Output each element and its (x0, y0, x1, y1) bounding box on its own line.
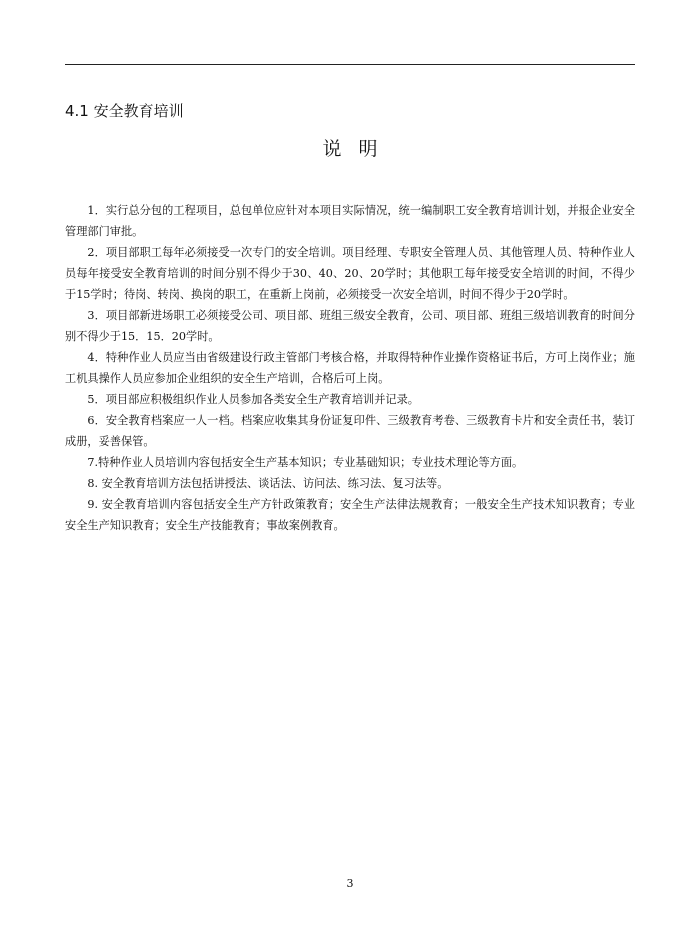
paragraph-1: 1．实行总分包的工程项目，总包单位应针对本项目实际情况，统一编制职工安全教育培训计划，并报企业安全管理部门审批。 (65, 204, 635, 238)
paragraph-8: 8. 安全教育培训方法包括讲授法、谈话法、访问法、练习法、复习法等。 (87, 477, 449, 490)
page-number: 3 (346, 877, 354, 890)
paragraph-7: 7.特种作业人员培训内容包括安全生产基本知识；专业基础知识；专业技术理论等方面。 (87, 456, 524, 469)
paragraph-9: 9. 安全教育培训内容包括安全生产方针政策教育；安全生产法律法规教育；一般安全生产技术知识教育；专业安全生产知识教育；安全生产技能教育；事故案例教育。 (65, 498, 635, 532)
paragraph-4: 4．特种作业人员应当由省级建设行政主管部门考核合格，并取得特种作业操作资格证书后，方可上岗作业；施工机具操作人员应参加企业组织的安全生产培训，合格后可上岗。 (65, 351, 635, 385)
paragraph-5: 5．项目部应积极组织作业人员参加各类安全生产教育培训并记录。 (87, 393, 419, 406)
body-text (65, 200, 635, 536)
paragraph-3: 3．项目部新进场职工必须接受公司、项目部、班组三级安全教育，公司、项目部、班组三级培训教育的时间分别不得少于15．15．20学时。 (65, 309, 635, 343)
header-rule (65, 64, 635, 65)
document-title: 说明 (322, 138, 395, 160)
paragraph-6: 6．安全教育档案应一人一档。档案应收集其身份证复印件、三级教育考卷、三级教育卡片和安全责任书，装订成册，妥善保管。 (65, 414, 635, 448)
paragraph-2: 2．项目部职工每年必须接受一次专门的安全培训。项目经理、专职安全管理人员、其他管理人员、特种作业人员每年接受安全教育培训的时间分别不得少于30、40、20、20学时；其他职工每年接受安全培训的时间，不得少于15学时；待岗、转岗、换岗的职工，在重新上岗前，必须接受一次安全培训，时间不得少于20学时。 (65, 246, 635, 301)
section-heading: 4.1 安全教育培训 (65, 102, 184, 120)
